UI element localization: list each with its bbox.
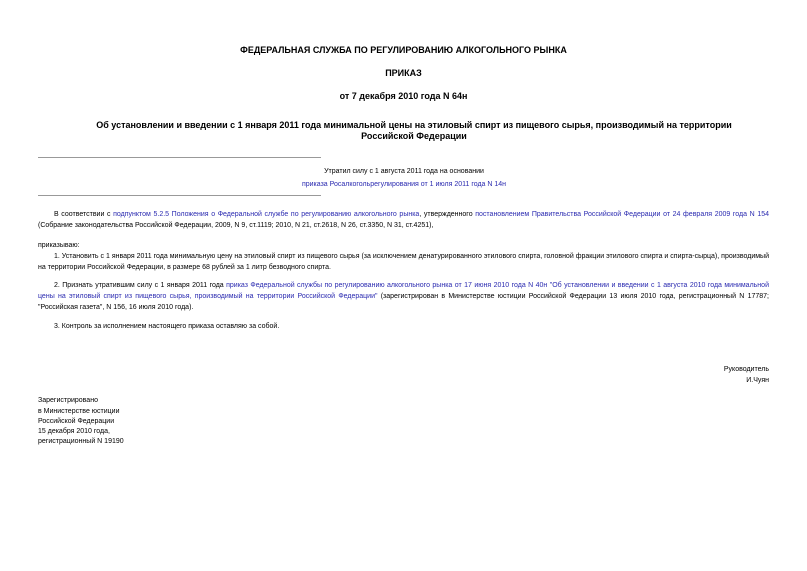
regulation-link[interactable]: подпунктом 5.2.5 Положения о Федеральной службе по регулированию алкогольного рынка	[113, 211, 420, 218]
preamble-text-a: В соответствии с	[54, 211, 114, 218]
clause-3: 3. Контроль за исполнением настоящего приказа оставляю за собой.	[54, 323, 280, 330]
repeal-order-link[interactable]: приказа Росалкогольрегулирования от 1 июля 2011 года N 14н	[301, 181, 507, 188]
government-decree-link[interactable]: постановлением Правительства Российской Федерации от 24 февраля 2009 года N 154	[475, 211, 769, 218]
preamble-paragraph	[38, 209, 769, 231]
registration-line: регистрационный N 19190	[38, 438, 124, 445]
clause-1: 1. Установить с 1 января 2011 года минимальную цену на этиловый спирт из пищевого сырья (за исключением денатурированного этилового спирта, головной фракции этилового спирта и спирта-сырца), производимый на территории Российской Федерации, в размере 68 рублей за 1 литр безводного спирта.	[38, 253, 769, 271]
document-date-number: от 7 декабря 2010 года N 64н	[339, 91, 468, 101]
clause-2	[38, 280, 769, 313]
clause-2-text-a: 2. Признать утратившим силу с 1 января 2011 года	[54, 282, 227, 289]
signer-position: Руководитель	[723, 366, 769, 373]
preamble-text-c: (Собрание законодательства Российской Федерации, 2009, N 9, ст.1119; 2010, N 21, ст.2618, N 26, ст.3350, N 31, ст.4251),	[38, 222, 434, 229]
registration-line: 15 декабря 2010 года,	[38, 428, 110, 435]
document-title: Об установлении и введении с 1 января 2011 года минимальной цены на этиловый спирт из пищевого сырья, производимый на территории Российской Федерации	[96, 120, 732, 141]
repealed-order-link[interactable]: приказ Федеральной службы по регулированию алкогольного рынка от 17 июня 2010 года N 40н "Об установлении и введении с 1 августа 2010 года минимальной цены на этиловый спирт из пищевого сырья, производимый на территории Российской Федерации"	[38, 282, 769, 300]
repeal-note: Утратил силу с 1 августа 2011 года на основании	[324, 168, 484, 175]
registration-line: в Министерстве юстиции	[38, 408, 120, 415]
preamble-text-b: , утвержденного	[419, 211, 476, 218]
signer-name: И.Чуян	[746, 377, 769, 384]
command-word: приказываю:	[38, 242, 80, 249]
divider-bottom	[38, 195, 321, 196]
divider-top	[38, 157, 321, 158]
clause-2-text-b: (зарегистрирован в Министерстве юстиции Российской Федерации 13 июля 2010 года, регистрационный N 17787; "Российская газета", N 156, 16 июля 2010 года).	[38, 293, 769, 311]
document-type: ПРИКАЗ	[385, 68, 422, 78]
registration-line: Зарегистрировано	[38, 397, 98, 404]
agency-name: ФЕДЕРАЛЬНАЯ СЛУЖБА ПО РЕГУЛИРОВАНИЮ АЛКОГОЛЬНОГО РЫНКА	[240, 45, 567, 55]
registration-line: Российской Федерации	[38, 418, 115, 425]
repeal-note-line2	[210, 179, 598, 190]
